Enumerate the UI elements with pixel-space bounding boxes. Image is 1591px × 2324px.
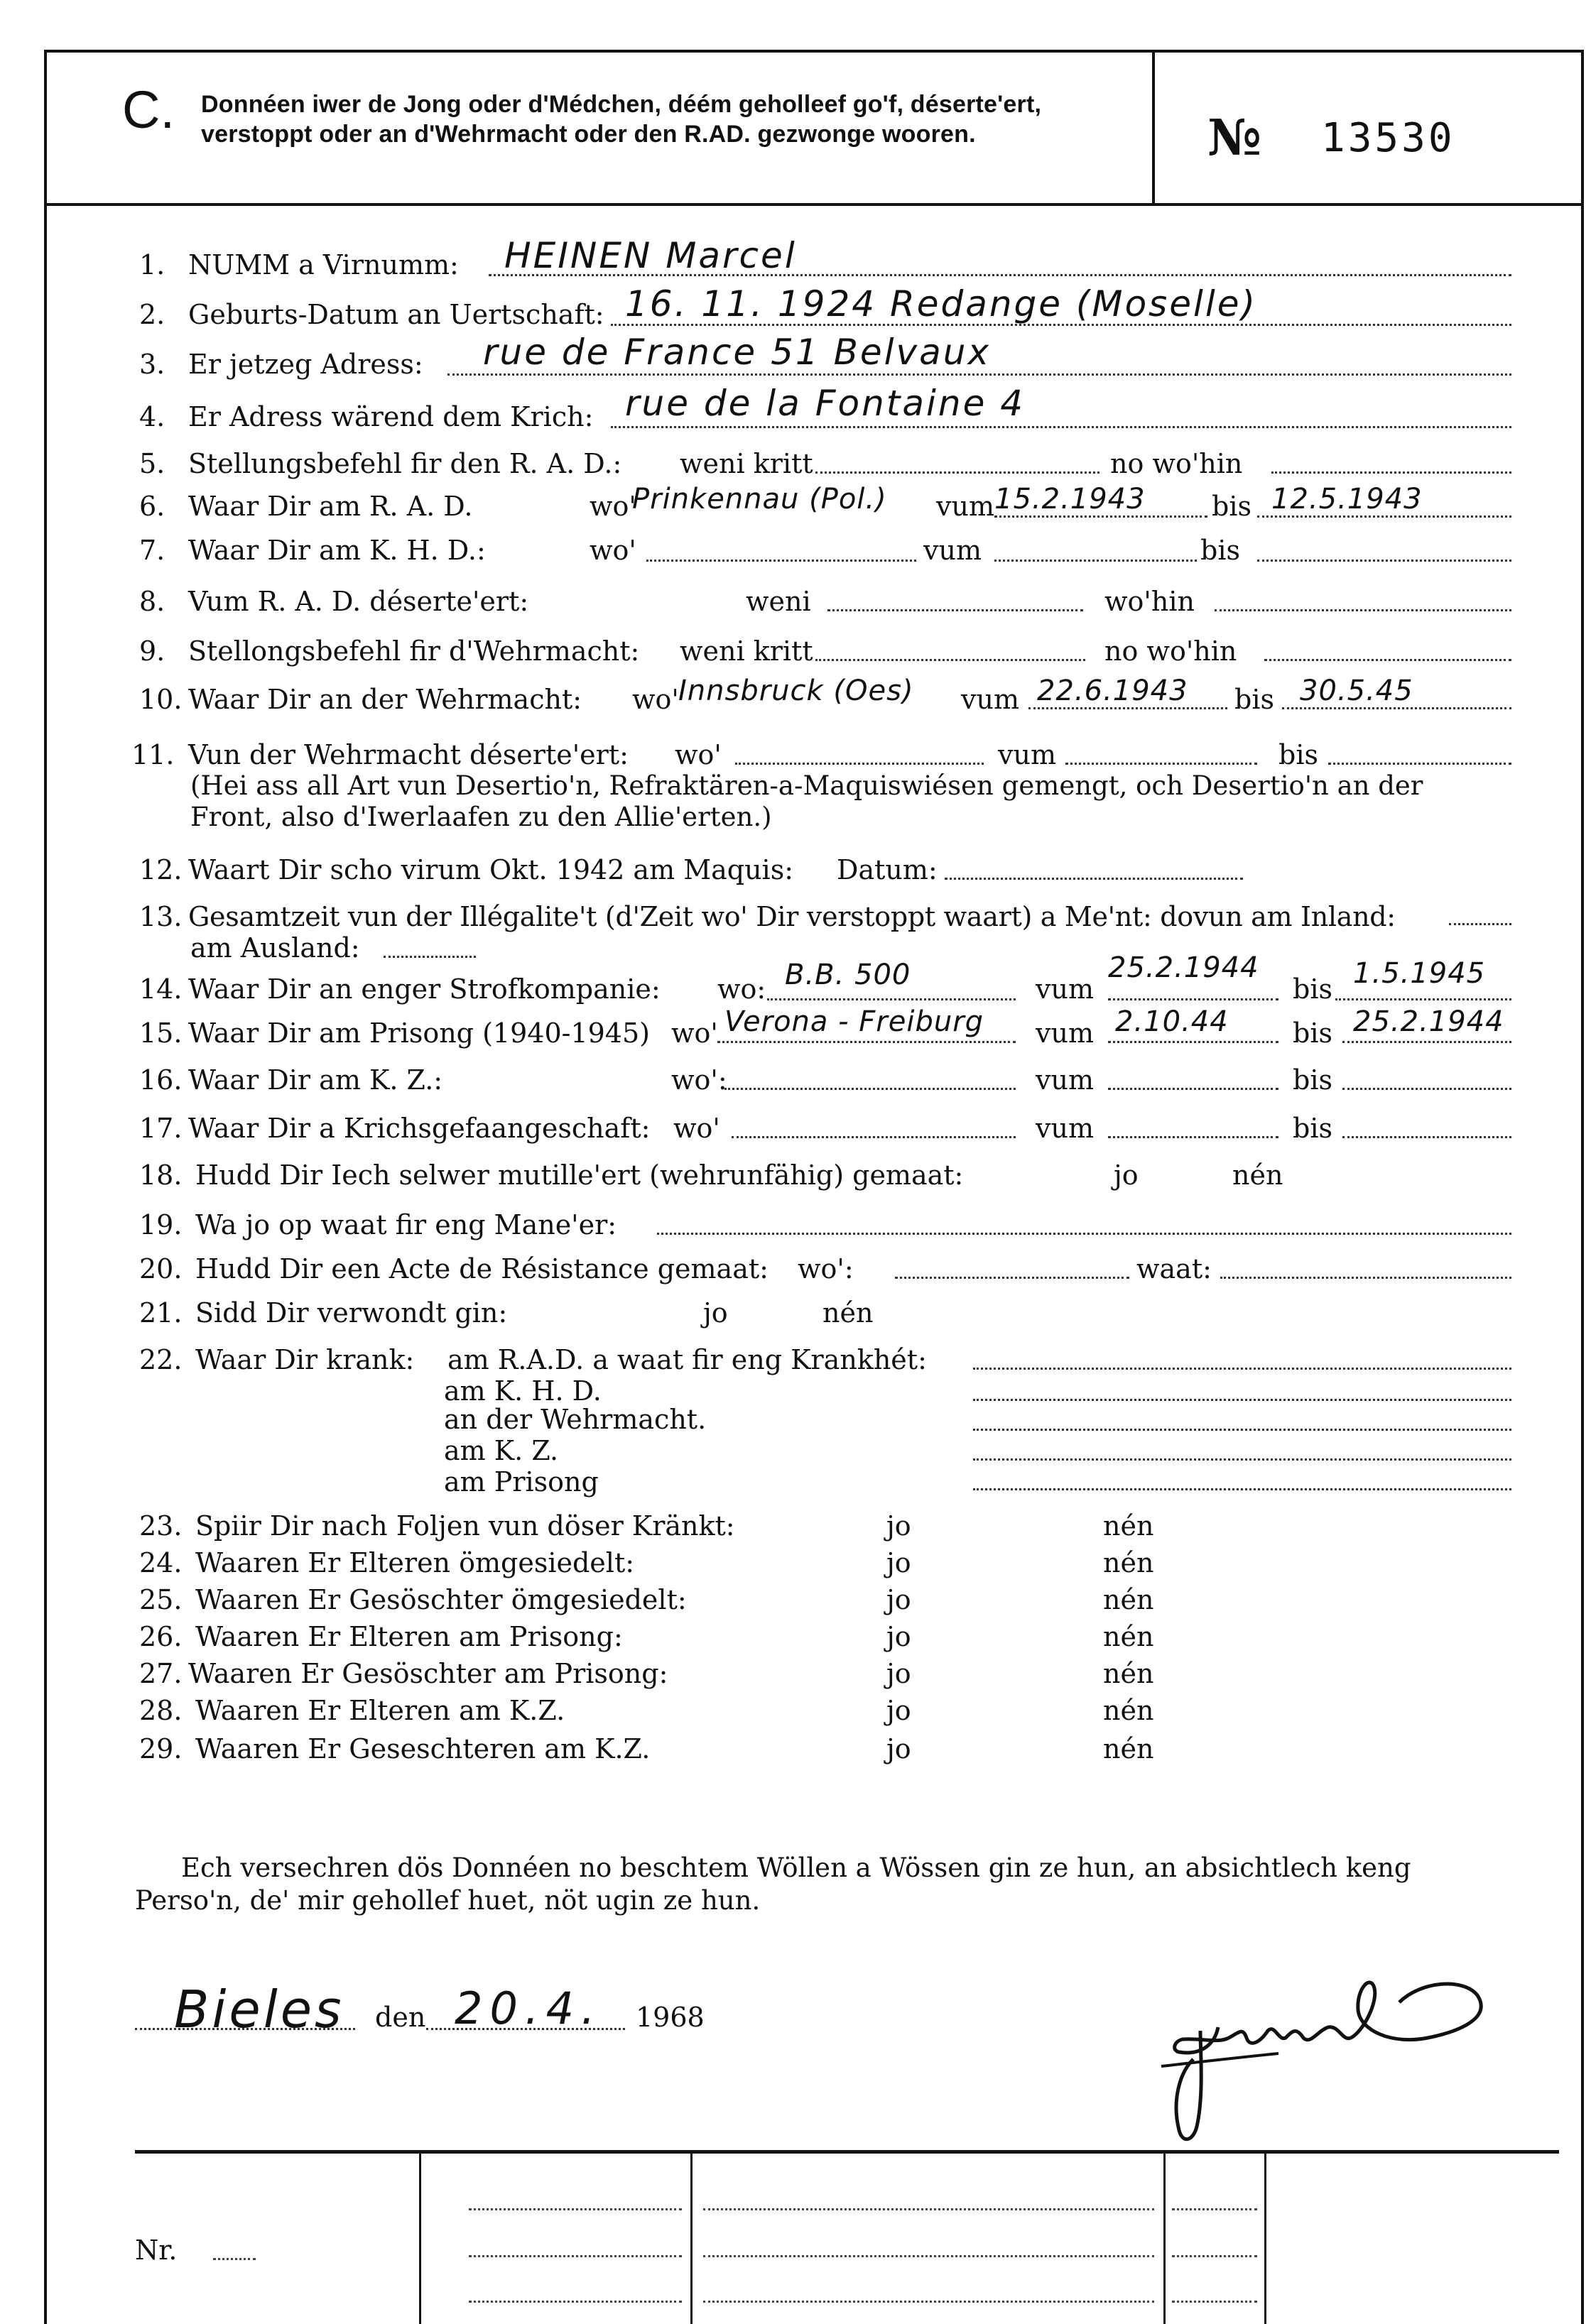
no-wohin-label: no wo'hin [1110,448,1243,479]
bis-label: bis [1212,491,1251,522]
declaration-line: Ech versechren dös Donnéen no beschtem Wöllen a Wössen gin ze hun, an absichtlech keng [181,1853,1411,1883]
fill-line [973,1368,1511,1370]
bis-label: bis [1293,1018,1332,1049]
row-label: Vum R. A. D. déserte'ert: [188,586,529,617]
row-label: Waaren Er Gesöschter ömgesiedelt: [195,1584,687,1615]
row-number: 26. [139,1621,183,1652]
den-label: den [375,2002,426,2033]
fill-line [973,1399,1511,1401]
row-number: 8. [139,586,165,617]
fill-line [1108,1041,1278,1043]
bis-label: bis [1293,1113,1332,1144]
fill-line [717,1041,1016,1043]
footer-fill-line [703,2208,1154,2210]
wo-label: wo' [675,739,722,770]
no-wohin-label: no wo'hin [1104,635,1237,667]
nen-option[interactable]: nén [1103,1695,1154,1726]
signature-mark [1094,1960,1520,2151]
jo-option[interactable]: jo [886,1510,911,1542]
row-label: Waaren Er Elteren am Prisong: [195,1621,623,1652]
bis-label: bis [1200,535,1240,566]
fill-line [1342,1088,1511,1090]
fill-line [1257,515,1511,518]
wo-label: wo' [673,1113,720,1144]
datum-label: Datum: [837,854,938,885]
nen-option[interactable]: nén [1103,1510,1154,1542]
fill-line [1449,923,1511,925]
nr-label: Nr. [135,2235,178,2266]
row-number: 18. [139,1160,183,1191]
footer-fill-line [1172,2255,1257,2257]
row-number: 1. [139,249,165,280]
declaration-line: Perso'n, de' mir gehollef huet, nöt ugin ze hun. [135,1885,761,1916]
fill-line [767,998,1016,1000]
footer-fill-line [469,2301,682,2303]
row-number: 16. [139,1064,183,1096]
row-number: 24. [139,1547,183,1578]
fill-line [1108,1088,1278,1090]
row-number: 25. [139,1584,183,1615]
footer-fill-line [703,2255,1154,2257]
fill-line [611,426,1511,428]
vum-label: vum [1036,1018,1094,1049]
nen-option[interactable]: nén [1103,1733,1154,1764]
row-number: 13. [139,901,183,932]
krank-kz: am K. Z. [444,1435,559,1466]
krank-wehrmacht: an der Wehrmacht. [444,1404,707,1435]
row-label: Waar Dir am K. Z.: [188,1064,443,1096]
weni-label: weni [746,586,811,617]
strof-from-value[interactable]: 25.2.1944 [1108,951,1259,984]
footer-fill-line [469,2255,682,2257]
fill-line [1282,707,1511,709]
rad-from-value[interactable]: 15.2.1943 [994,483,1146,515]
rad-to-value[interactable]: 12.5.1943 [1271,483,1423,515]
row-number: 28. [139,1695,183,1726]
wehrmacht-from-value[interactable]: 22.6.1943 [1037,675,1188,707]
nen-option[interactable]: nén [822,1297,874,1329]
fill-line [895,1277,1129,1279]
krank-prisong: am Prisong [444,1466,599,1497]
wo-label: wo' [632,684,679,715]
fill-line [1264,659,1511,661]
weni-kritt-label: weni kritt [680,448,813,479]
row-label: Hudd Dir Iech selwer mutille'ert (wehrunfähig) gemaat: [195,1160,964,1191]
vum-label: vum [1036,1064,1094,1096]
row-label: Waaren Er Gesöschter am Prisong: [188,1658,668,1689]
row-number: 19. [139,1209,183,1240]
row-label: Sidd Dir verwondt gin: [195,1297,508,1329]
row-label: Waar Dir am R. A. D. [188,491,473,522]
row-label: Waar Dir am K. H. D.: [188,535,486,566]
row-number: 7. [139,535,165,566]
fill-line [973,1488,1511,1490]
bis-label: bis [1293,1064,1332,1096]
row-note: (Hei ass all Art vun Desertio'n, Refraktären-a-Maquiswiésen gemengt, och Desertio'n an der [190,770,1423,801]
bis-label: bis [1293,973,1332,1005]
fill-line [646,560,916,562]
wo-label: wo' [671,1018,718,1049]
vum-label: vum [998,739,1056,770]
fill-line [1065,763,1257,765]
nen-option[interactable]: nén [1103,1658,1154,1689]
row-number: 6. [139,491,165,522]
row-number: 21. [139,1297,183,1329]
jo-option[interactable]: jo [886,1547,911,1578]
fill-line [1215,609,1511,611]
nen-option[interactable]: nén [1103,1584,1154,1615]
row-label: Waart Dir scho virum Okt. 1942 am Maquis: [188,854,794,885]
row-label: Waar Dir krank: [195,1344,415,1375]
nen-option[interactable]: nén [1103,1621,1154,1652]
footer-column-line [690,2154,693,2324]
footer-fill-line [1172,2208,1257,2210]
row-label: Spiir Dir nach Foljen vun döser Kränkt: [195,1510,735,1542]
jo-option[interactable]: jo [886,1733,911,1764]
number-sign: № [1207,108,1261,167]
row-number: 9. [139,635,165,667]
fill-line [1108,1136,1278,1138]
war-address-value[interactable]: rue de la Fontaine 4 [625,383,1026,424]
ausland-label: am Ausland: [190,932,360,964]
row-number: 20. [139,1253,183,1284]
footer-column-line [419,2154,421,2324]
vum-label: vum [961,684,1019,715]
row-number: 22. [139,1344,183,1375]
fill-line [1328,763,1511,765]
row-label: Gesamtzeit vun der Illégalite't (d'Zeit wo' Dir verstoppt waart) a Me'nt: dovun am Inland: [188,901,1396,932]
vum-label: vum [1036,973,1094,1005]
header-column-divider [1152,50,1155,203]
footer-fill-line [213,2258,256,2260]
jo-option[interactable]: jo [886,1695,911,1726]
jo-option[interactable]: jo [703,1297,728,1329]
krank-khd: am K. H. D. [444,1375,602,1407]
header-divider [44,203,1584,206]
footer-fill-line [703,2301,1154,2303]
prisong-place-value[interactable]: Verona - Freiburg [724,1005,984,1038]
row-number: 29. [139,1733,183,1764]
fill-line [735,763,984,765]
date-value[interactable]: 20.4. [455,1982,602,2034]
section-letter: C. [122,80,175,139]
vum-label: vum [936,491,994,522]
fill-line [1335,998,1511,1000]
fill-line [1342,1041,1511,1043]
fill-line [994,515,1207,518]
row-number: 15. [139,1018,183,1049]
wehrmacht-to-value[interactable]: 30.5.45 [1300,675,1413,707]
fill-line [1257,560,1511,562]
fill-line [447,373,1511,376]
footer-fill-line [1172,2301,1257,2303]
fill-line [657,1233,1511,1235]
krank-rad: am R.A.D. a waat fir eng Krankhét: [447,1344,927,1375]
row-label: Waar Dir an enger Strofkompanie: [188,973,661,1005]
row-number: 17. [139,1113,183,1144]
fill-line [1271,471,1511,474]
fill-line [1342,1136,1511,1138]
bis-label: bis [1278,739,1318,770]
fill-line [1108,998,1278,1000]
strof-to-value[interactable]: 1.5.1945 [1353,957,1486,990]
wo-label: wo': [798,1253,854,1284]
row-label: Stellungsbefehl fir den R. A. D.: [188,448,622,479]
row-number: 5. [139,448,165,479]
year-label: 1968 [636,2002,705,2033]
vum-label: vum [923,535,982,566]
row-label: Wa jo op waat fir eng Mane'er: [195,1209,617,1240]
row-label: Waaren Er Elteren ömgesiedelt: [195,1547,635,1578]
fill-line [945,878,1243,880]
footer-fill-line [469,2208,682,2210]
row-number: 14. [139,973,183,1005]
fill-line [994,560,1197,562]
row-label: Hudd Dir een Acte de Résistance gemaat: [195,1253,769,1284]
weni-kritt-label: weni kritt [680,635,813,667]
fill-line [724,1088,1016,1090]
row-label: NUMM a Virnumm: [188,249,459,280]
row-label: Geburts-Datum an Uertschaft: [188,299,604,330]
row-label: Stellongsbefehl fir d'Wehrmacht: [188,635,640,667]
jo-option[interactable]: jo [1114,1160,1139,1191]
row-number: 23. [139,1510,183,1542]
footer-column-line [1163,2154,1166,2324]
fill-line [827,609,1083,611]
row-label: Er Adress wärend dem Krich: [188,401,594,432]
jo-option[interactable]: jo [886,1584,911,1615]
strof-place-value[interactable]: B.B. 500 [785,959,911,991]
row-label: Vun der Wehrmacht déserte'ert: [188,739,629,770]
fill-line [1028,707,1227,709]
wo-label: wo: [717,973,766,1005]
jo-option[interactable]: jo [886,1621,911,1652]
nen-option[interactable]: nén [1103,1547,1154,1578]
row-label: Waar Dir am Prisong (1940-1945) [188,1018,650,1049]
place-value[interactable]: Bieles [174,1980,344,2039]
wo-label: wo' [590,491,636,522]
waat-label: waat: [1136,1253,1212,1284]
fill-line [973,1429,1511,1431]
row-number: 4. [139,401,165,432]
vum-label: vum [1036,1113,1094,1144]
wo-label: wo' [590,535,636,566]
rad-place-value[interactable]: Prinkennau (Pol.) [632,483,887,515]
nen-option[interactable]: nén [1232,1160,1283,1191]
row-number: 10. [139,684,183,715]
form-number: 13530 [1321,115,1455,161]
footer-column-line [1264,2154,1266,2324]
name-value[interactable]: HEINEN Marcel [504,235,797,276]
prisong-to-value[interactable]: 25.2.1944 [1353,1005,1504,1038]
fill-line [815,659,1085,661]
fill-line [1220,1277,1511,1279]
fill-line [384,956,476,958]
fill-line [732,1136,1016,1138]
row-number: 12. [139,854,183,885]
bis-label: bis [1234,684,1274,715]
row-label: Waaren Er Elteren am K.Z. [195,1695,565,1726]
fill-line [815,471,1099,474]
row-note: Front, also d'Iwerlaafen zu den Allie'erten.) [190,802,772,832]
row-label: Waar Dir an der Wehrmacht: [188,684,582,715]
row-number: 2. [139,299,165,330]
row-number: 27. [139,1658,183,1689]
wohin-label: wo'hin [1104,586,1195,617]
row-number: 11. [131,739,175,770]
birth-value[interactable]: 16. 11. 1924 Redange (Moselle) [625,283,1258,324]
row-label: Waaren Er Geseschteren am K.Z. [195,1733,651,1764]
row-label: Waar Dir a Krichsgefaangeschaft: [188,1113,651,1144]
section-title: Donnéen iwer de Jong oder d'Médchen, déém geholleef go'f, déserte'ert, verstoppt oder an d'Wehrmacht oder den R.AD. gezwonge wooren. [201,91,1042,148]
row-number: 3. [139,349,165,380]
row-label: Er jetzeg Adress: [188,349,423,380]
address-value[interactable]: rue de France 51 Belvaux [483,332,992,373]
jo-option[interactable]: jo [886,1658,911,1689]
wo-label: wo': [671,1064,727,1096]
prisong-from-value[interactable]: 2.10.44 [1115,1005,1229,1038]
fill-line [973,1458,1511,1461]
wehrmacht-place-value[interactable]: Innsbruck (Oes) [678,675,914,707]
footer-divider [135,2150,1559,2154]
